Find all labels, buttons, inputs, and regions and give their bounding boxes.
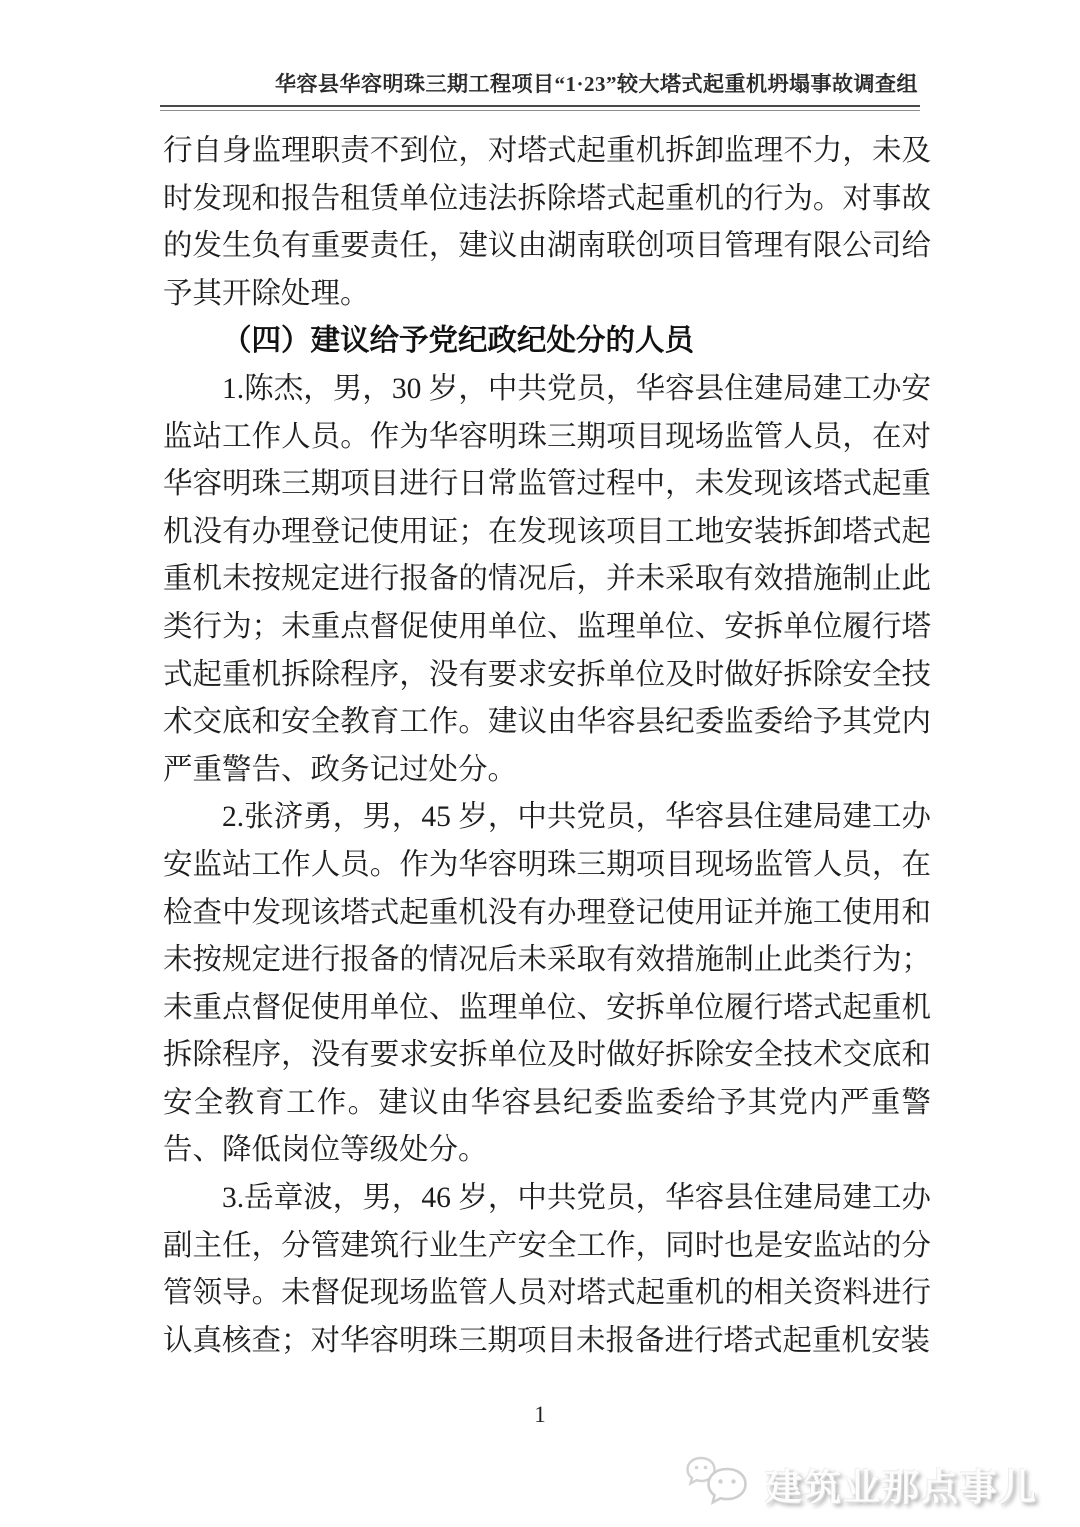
paragraph-person-2: 2.张济勇，男，45 岁，中共党员，华容县住建局建工办安监站工作人员。作为华容明珠三期项目现场监管人员，在检查中发现该塔式起重机没有办理登记使用证并施工使用和未按规定进行报备的情况后未采取有效措施制止此类行为；未重点督促使用单位、监理单位、安拆单位履行塔式起重机拆除程序，没有要求安拆单位及时做好拆除安全技术交底和安全教育工作。建议由华容县纪委监委给予其党内严重警告、降低岗位等级处分。 <box>163 801 931 1167</box>
paragraph-continuation: 行自身监理职责不到位，对塔式起重机拆卸监理不力，未及时发现和报告租赁单位违法拆除塔式起重机的行为。对事故的发生负有重要责任，建议由湖南联创项目管理有限公司给予其开除处理。 <box>163 135 931 310</box>
document-body <box>163 128 931 1365</box>
wechat-chat-bubbles-icon <box>685 1455 753 1513</box>
paragraph-person-3: 3.岳章波，男，46 岁，中共党员，华容县住建局建工办副主任，分管建筑行业生产安全工作，同时也是安监站的分管领导。未督促现场监管人员对塔式起重机的相关资料进行认真核查；对华容明珠三期项目未报备进行塔式起重机安装 <box>163 1182 931 1357</box>
section-heading: （四）建议给予党纪政纪处分的人员 <box>222 325 695 358</box>
document-header <box>160 68 920 111</box>
watermark-label: 建筑业那点事儿 <box>765 1467 1038 1508</box>
header-title: 华容县华容明珠三期工程项目“1·23”较大塔式起重机坍塌事故调查组 <box>274 72 918 96</box>
paragraph-person-1: 1.陈杰，男，30 岁，中共党员，华容县住建局建工办安监站工作人员。作为华容明珠三期项目现场监管人员，在对华容明珠三期项目进行日常监管过程中，未发现该塔式起重机没有办理登记使用证；在发现该项目工地安装拆卸塔式起重机未按规定进行报备的情况后，并未采取有效措施制止此类行为；未重点督促使用单位、监理单位、安拆单位履行塔式起重机拆除程序，没有要求安拆单位及时做好拆除安全技术交底和安全教育工作。建议由华容县纪委监委给予其党内严重警告、政务记过处分。 <box>163 372 931 786</box>
header-rule <box>160 105 920 111</box>
watermark-logo <box>685 1455 1038 1513</box>
page-number: 1 <box>534 1402 546 1427</box>
